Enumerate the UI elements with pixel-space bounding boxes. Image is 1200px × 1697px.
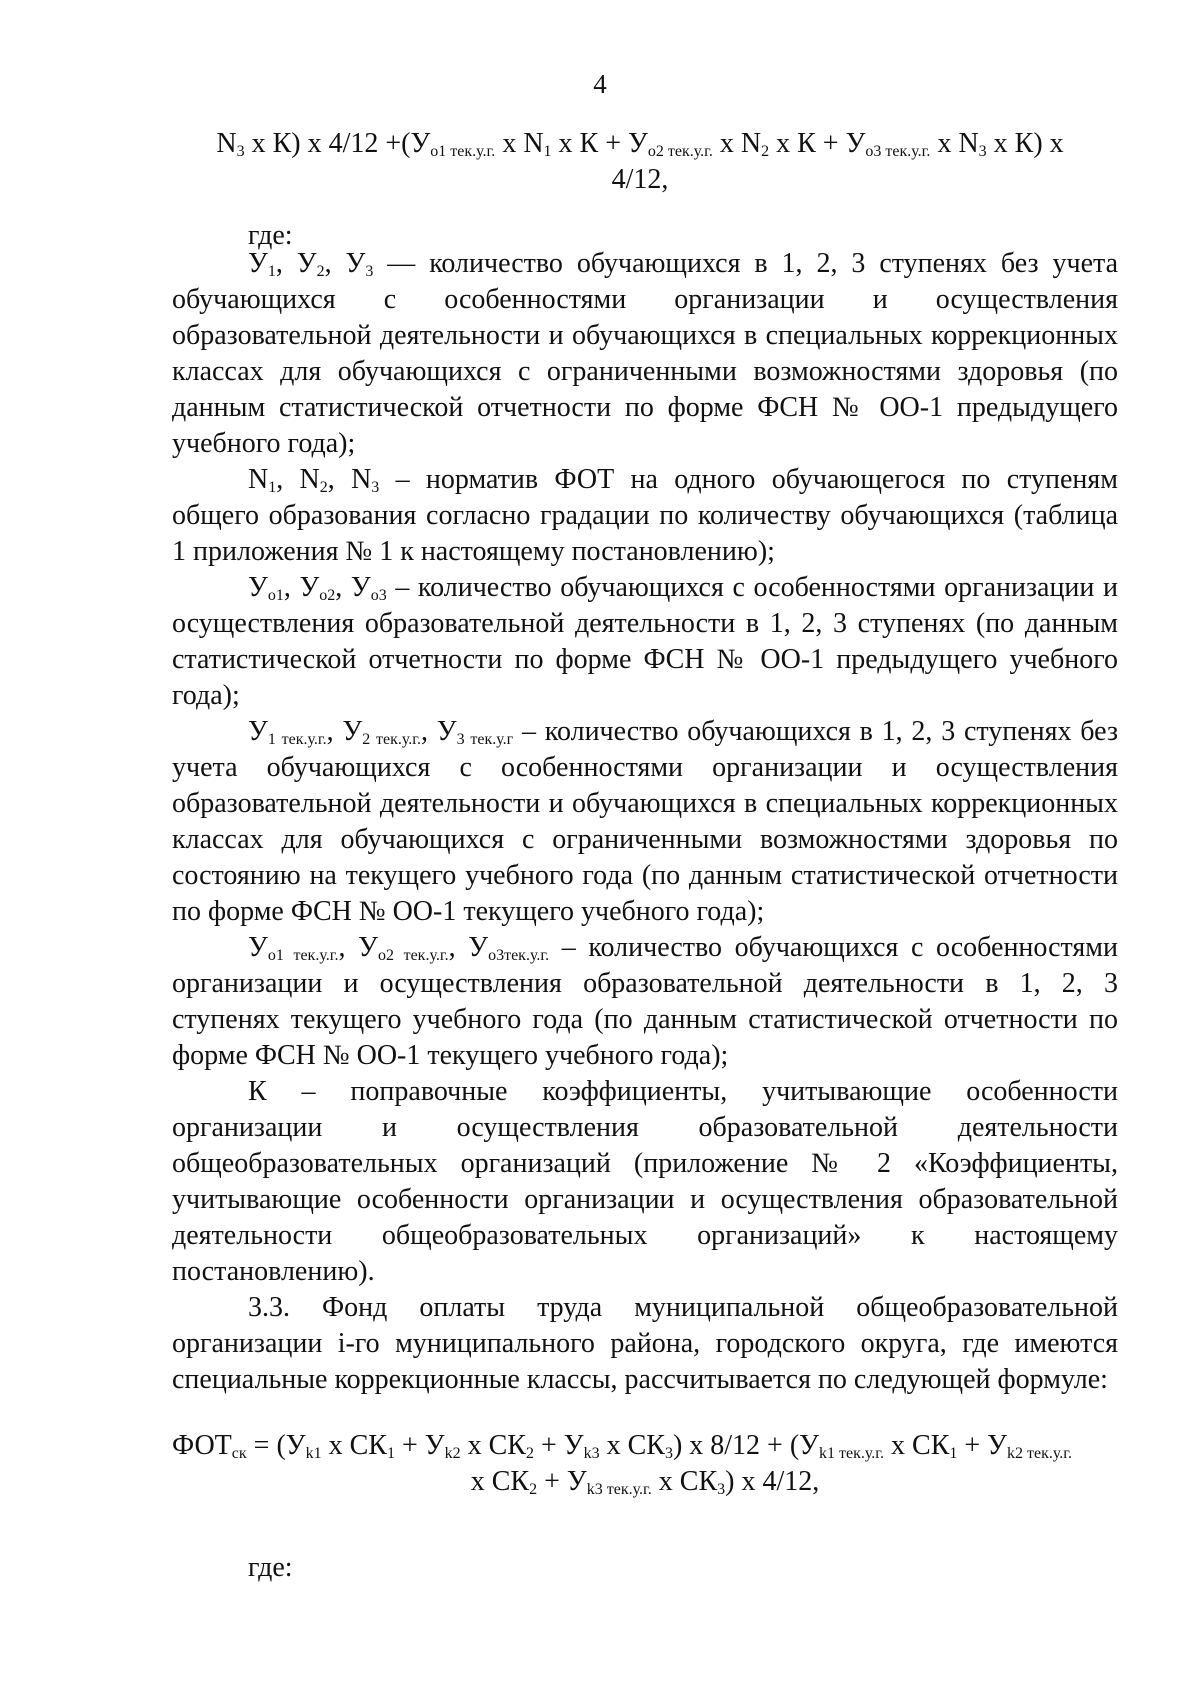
formula-bottom-line-2: х $СК_2 + У_{k3 тек.у.г.}$ х $СК_3$) х 4/12, [470,1466,820,1498]
subscript: k1 тек.у.г. [819,1445,885,1462]
subscript: о2 [319,587,336,604]
subscript: 2 [319,479,328,496]
where-label: где: [248,220,293,251]
paragraph-u-students: $У_1$, $У_2$, $У_3$ — количество обучающихся в 1, 2, 3 ступенях без учета обучающихся с особенностями организации и осуществления образовательной деятельности и обучающихся в специальных коррекционных классах для обучающихся с ограниченными возможностями здоровья (по данным статистической отчетности по форме ФСН № ОО-1 предыдущего учебного года); [172,248,1119,459]
formula-bottom-line-1: $ФОТ_{ск} = (У_{k1}$ х $СК_1 + У_{k2}$ х $СК_2 + У_{k3}$ х $СК_3$) х $8/12 + (У_{k1 тек.у.г.}$ х $СК_1 + У_{k2 тек.у.г.}$ [172,1430,1073,1462]
subscript: о2 тек.у.г. [377,947,449,964]
page-number: 4 [593,69,607,99]
subscript: k2 [444,1445,461,1462]
subscript: 3 [717,1481,726,1498]
subscript: 2 [529,1481,538,1498]
subscript: о1 тек.у.г. [267,947,339,964]
subscript: 2 тек.у.г. [362,731,422,748]
subscript: 3 [664,1445,673,1462]
formula-top-line-1: $N_3$ х К) х $4/12 +(У_{о1 тек.у.г.}$ х $N_1$ х $К + У_{о2 тек.у.г.}$ х $N_2$ х $К + У_{о3 тек.у.г.}$ х $N_3$ х К) х [216,128,1064,160]
paragraph-n-normative: $N_1$, $N_2$, $N_3$ – норматив ФОТ на одного обучающегося по ступеням общего образования согласно градации по количеству обучающихся (таблица 1 приложения № 1 к настоящему постановлению); [172,464,1118,567]
subscript: 2 [761,143,770,160]
subscript: 3 тек.у.г [456,731,514,748]
subscript: о2 тек.у.г. [647,143,713,160]
subscript: k3 [583,1445,600,1462]
subscript: 1 [267,263,276,280]
formula-top [160,126,1120,198]
subscript: 1 тек.у.г. [267,731,327,748]
subscript: 1 [268,479,277,496]
paragraph-u-current-year: $У_{1 тек.у.г.}$, $У_{2 тек.у.г.}$, $У_{3 тек.у.г}$ – количество обучающихся в 1, 2, 3 ступенях без учета обучающихся с особенностями организации и осуществления образовательной деятельности и обучающихся в специальных коррекционных классах для обучающихся с ограниченными возможностями здоровья по состоянию на текущего учебного года (по данным статистической отчетности по форме ФСН № ОО-1 текущего учебного года); [172,716,1119,927]
paragraph-uo-students: $У_{о1}$, $У_{о2}$, $У_{о3}$ – количество обучающихся с особенностями организации и осуществления образовательной деятельности в 1, 2, 3 ступенях (по данным статистической отчетности по форме ФСН № ОО-1 предыдущего учебного года); [172,572,1118,711]
subscript: 2 [316,263,325,280]
subscript: ск [231,1445,247,1462]
subscript: 1 [543,143,552,160]
paragraph-k-coefficients: К – поправочные коэффициенты, учитывающие особенности организации и осуществления образовательной деятельности общеобразовательных организаций (приложение № 2 «Коэффициенты, учитывающие особенности организации и осуществления образовательной деятельности общеобразовательных организаций» к настоящему постановлению). [172,1076,1118,1287]
subscript: k3 тек.у.г. [586,1481,652,1498]
subscript: 1 [949,1445,958,1462]
subscript: о3 [370,587,387,604]
subscript: 1 [386,1445,395,1462]
subscript: 3 [371,479,380,496]
subscript: 3 [236,143,245,160]
formula-bottom [172,1428,1118,1500]
paragraph-uo-current-year: $У_{о1 тек.у.г.}$, $У_{о2 тек.у.г.}$, $У_{о3тек.у.г.}$ – количество обучающихся с особенностями организации и осуществления образовательной деятельности в 1, 2, 3 ступенях текущего учебного года (по данным статистической отчетности по форме ФСН № ОО-1 текущего учебного года); [172,932,1118,1071]
subscript: о3 тек.у.г. [865,143,931,160]
subscript: k2 тек.у.г. [1007,1445,1073,1462]
paragraph-3-3: 3.3. Фонд оплаты труда муниципальной общеобразовательной организации i-го муниципального района, городского округа, где имеются специальные коррекционные классы, рассчитывается по следующей формуле: [172,1292,1118,1395]
formula-top-line-2: 4/12, [611,164,669,195]
subscript: 3 [978,143,987,160]
where-label-2: где: [248,1552,293,1583]
subscript: k1 [305,1445,322,1462]
subscript: о1 тек.у.г. [430,143,496,160]
subscript: 2 [525,1445,534,1462]
subscript: о1 [267,587,284,604]
subscript: 3 [365,263,374,280]
paragraphs-block [172,246,1118,1398]
subscript: о3тек.у.г. [488,947,550,964]
